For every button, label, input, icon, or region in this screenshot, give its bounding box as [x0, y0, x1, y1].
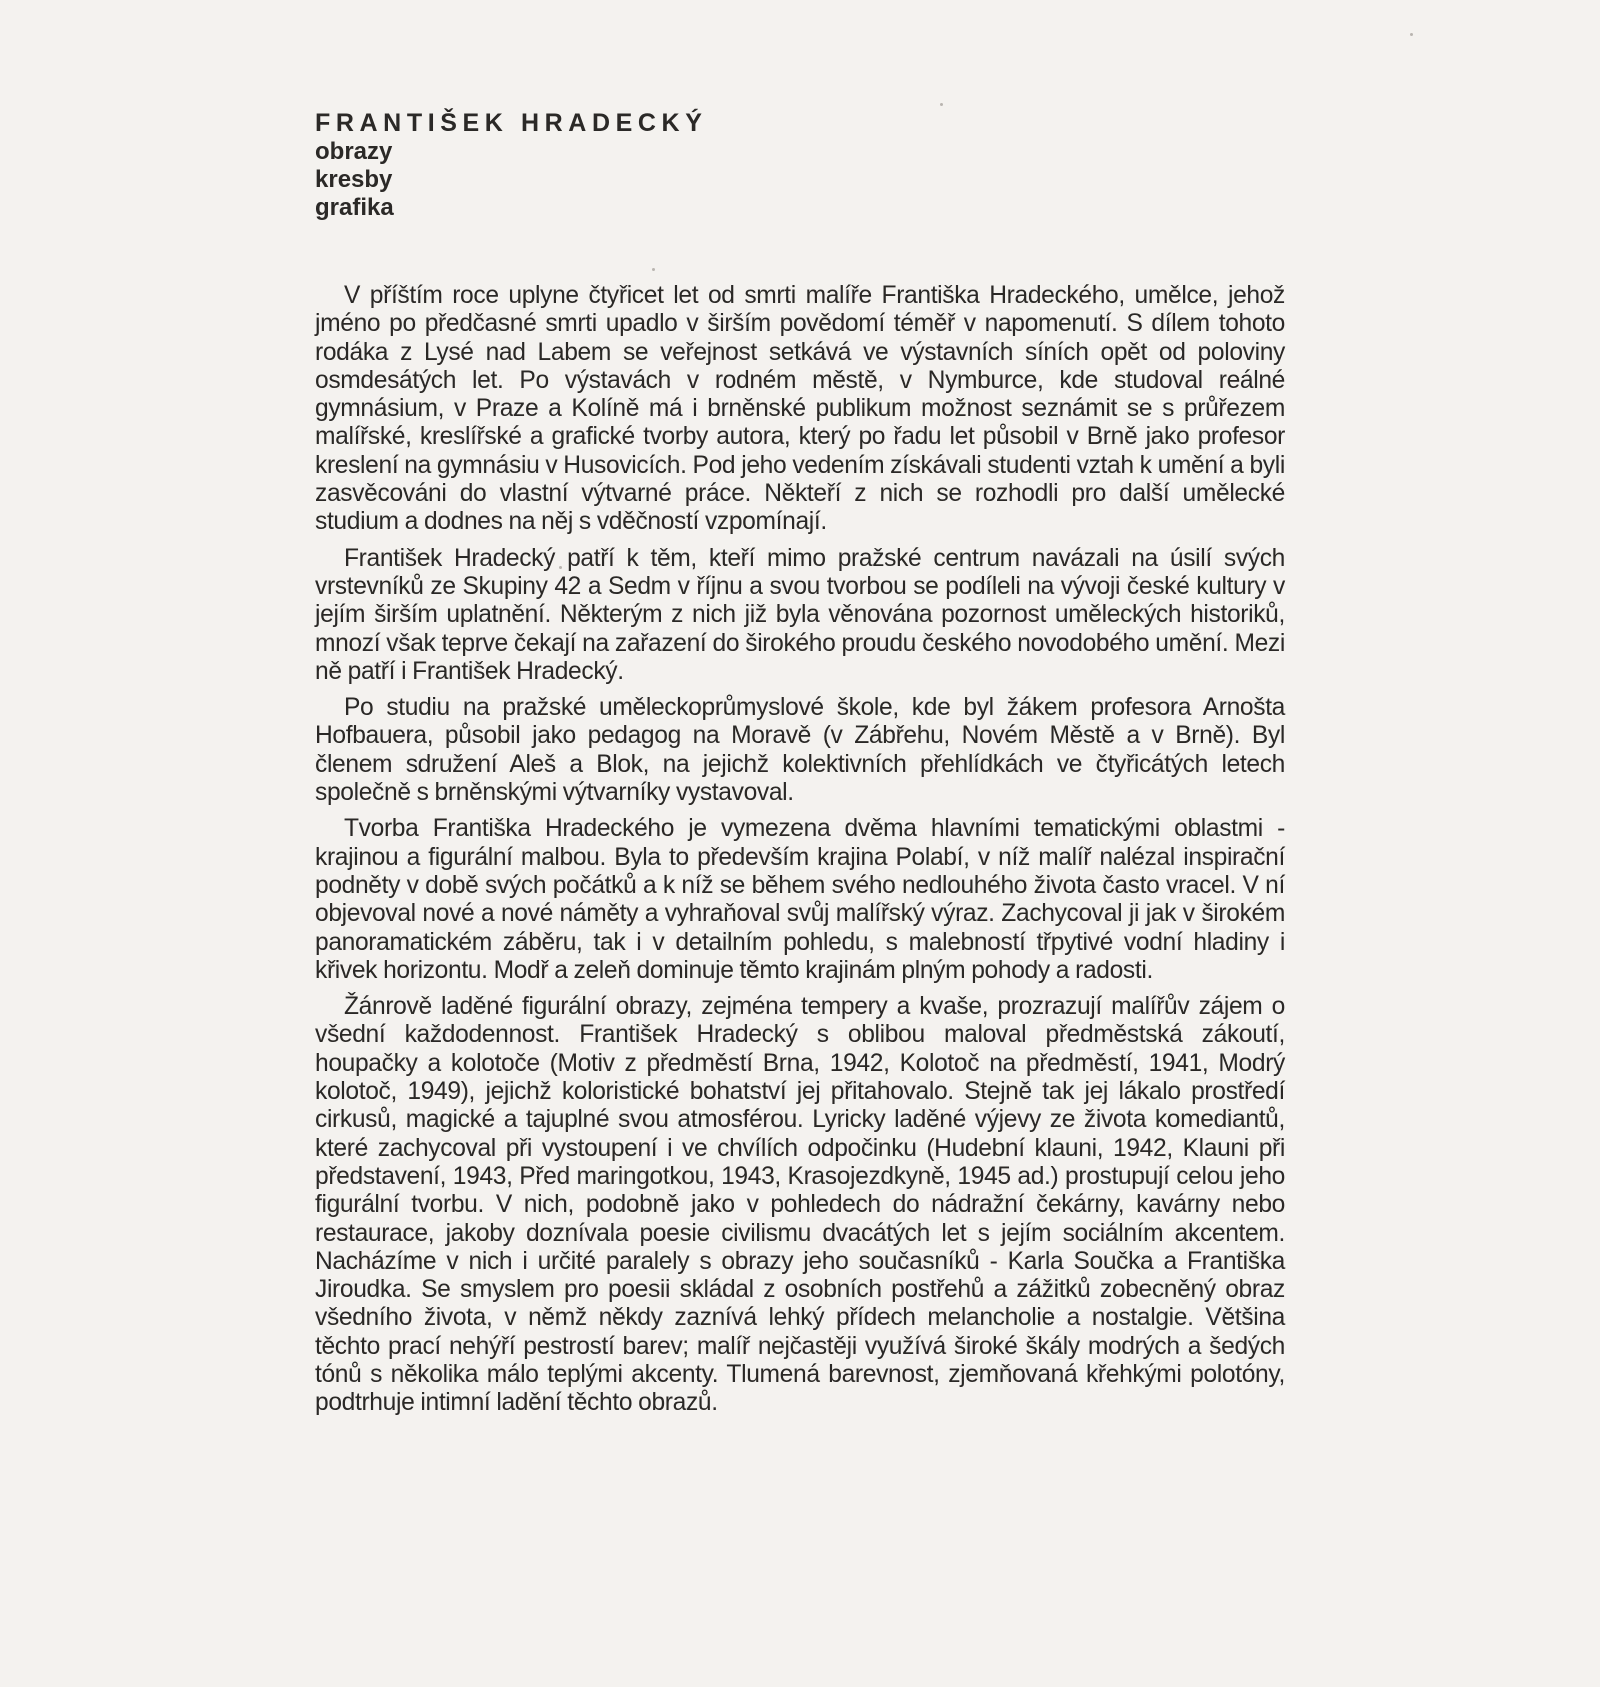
paragraph-context: František Hradecký patří k těm, kteří mimo pražské centrum navázali na úsilí svých vrstevníků ze Skupiny 42 a Sedm v říjnu a svou tvorbou se podíleli na vývoji české kultury v jejím širším uplatnění. Některým z nich již byla věnována pozornost uměleckých historiků, mnozí však teprve čekají na zařazení do širokého proudu českého novodobého umění. Mezi ně patří i František Hradecký. [315, 544, 1285, 685]
paragraph-biography: Po studiu na pražské uměleckoprůmyslové škole, kde byl žákem profesora Arnošta Hofbauera, působil jako pedagog na Moravě (v Zábřehu, Novém Městě a v Brně). Byl členem sdružení Aleš a Blok, na jejichž kolektivních přehlídkách ve čtyřicátých letech společně s brněnskými výtvarníky vystavoval. [315, 694, 1285, 807]
document-header [315, 108, 1015, 222]
paragraph-intro: V příštím roce uplyne čtyřicet let od smrti malíře Františka Hradeckého, umělce, jehož jméno po předčasné smrti upadlo v širším povědomí téměř v napomenutí. S dílem tohoto rodáka z Lysé nad Labem se veřejnost setkává ve výstavních síních opět od poloviny osmdesátých let. Po výstavách v rodném městě, v Nymburce, kde studoval reálné gymnásium, v Praze a Kolíně má i brněnské publikum možnost seznámit se s průřezem malířské, kreslířské a grafické tvorby autora, který po řadu let působil v Brně jako profesor kreslení na gymnásiu v Husovicích. Pod jeho vedením získávali studenti vztah k umění a byli zasvěcováni do vlastní výtvarné práce. Někteří z nich se rozhodli pro další umělecké studium a dodnes na něj s vděčností vzpomínají. [315, 282, 1285, 536]
artist-name-heading: FRANTIŠEK HRADECKÝ [315, 109, 708, 137]
subtitle-graphics: grafika [315, 194, 394, 221]
paper-speck [940, 103, 943, 106]
article-body [315, 282, 1285, 1426]
paragraph-figurative: Žánrově laděné figurální obrazy, zejména tempery a kvaše, prozrazují malířův zájem o všední každodennost. František Hradecký s oblibou maloval předměstská zákoutí, houpačky a kolotoče (Motiv z předměstí Brna, 1942, Kolotoč na předměstí, 1941, Modrý kolotoč, 1949), jejichž koloristické bohatství jej přitahovalo. Stejně tak jej lákalo prostředí cirkusů, magické a tajuplné svou atmosférou. Lyricky laděné výjevy ze života komediantů, které zachycoval při vystoupení i ve chvílích odpočinku (Hudební klauni, 1942, Klauni při představení, 1943, Před maringotkou, 1943, Krasojezdkyně, 1945 ad.) prostupují celou jeho figurální tvorbu. V nich, podobně jako v pohledech do nádražní čekárny, kavárny nebo restaurace, jakoby doznívala poesie civilismu dvacátých let s jejím sociálním akcentem. Nacházíme v nich i určité paralely s obrazy jeho současníků - Karla Součka a Františka Jiroudka. Se smyslem pro poesii skládal z osobních postřehů a zážitků zobecněný obraz všedního života, v němž někdy zaznívá lehký přídech melancholie a nostalgie. Většina těchto prací nehýří pestrostí barev; malíř nejčastěji využívá široké škály modrých a šedých tónů s několika málo teplými akcenty. Tlumená barevnost, zjemňovaná křehkými polotóny, podtrhuje intimní ladění těchto obrazů. [315, 993, 1285, 1417]
paragraph-landscape: Tvorba Františka Hradeckého je vymezena dvěma hlavními tematickými oblastmi - krajinou a figurální malbou. Byla to především krajina Polabí, v níž malíř nalézal inspirační podněty v době svých počátků a k níž se během svého nedlouhého života často vracel. V ní objevoval nové a nové náměty a vyhraňoval svůj malířský výraz. Zachycoval ji jak v širokém panoramatickém záběru, tak i v detailním pohledu, s malebností třpytivé vodní hladiny i křivek horizontu. Modř a zeleň dominuje těmto krajinám plným pohody a radosti. [315, 815, 1285, 984]
subtitle-paintings: obrazy [315, 138, 393, 165]
subtitle-drawings: kresby [315, 166, 393, 193]
paper-speck [652, 268, 655, 271]
paper-speck [1410, 33, 1413, 36]
